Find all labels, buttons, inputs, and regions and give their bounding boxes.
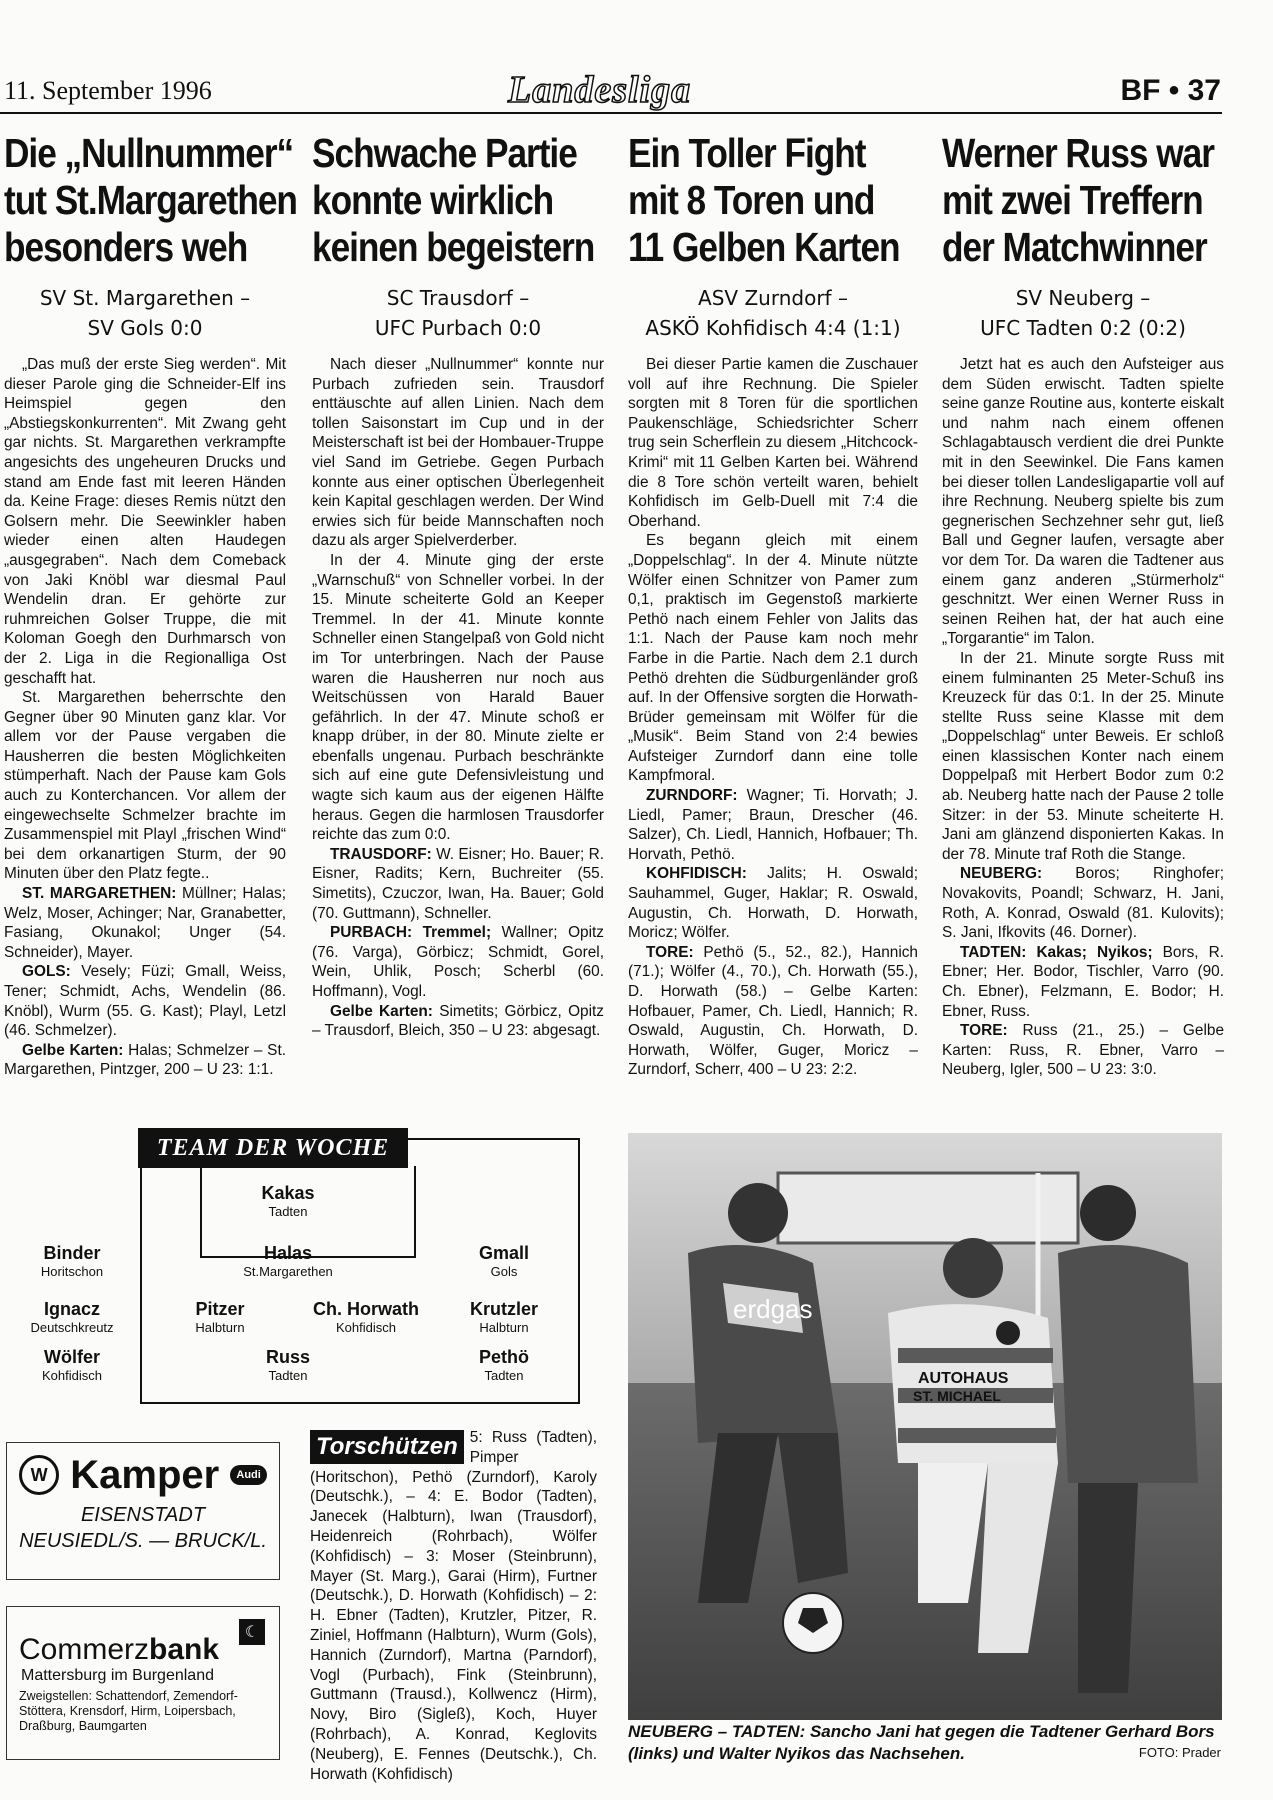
shirt-text-2: AUTOHAUS xyxy=(918,1370,1009,1387)
article-column xyxy=(628,130,918,1080)
kamper-city: EISENSTADT xyxy=(80,1503,206,1526)
match-result: SV Neuberg – UFC Tadten 0:2 (0:2) xyxy=(980,286,1186,340)
article-body xyxy=(4,355,286,1080)
team-player-club: Halbturn xyxy=(479,1320,529,1335)
header-divider xyxy=(0,112,1222,114)
commerzbank-name-a: Commerz xyxy=(19,1633,150,1666)
article-body xyxy=(312,355,604,1041)
team-player xyxy=(424,1242,584,1280)
lineup-line: ZURNDORF: Wagner; Ti. Horvath; J. Liedl, Pamer; Braun, Drescher (46. Salzer), Ch. Liedl, Hannich, Hofbauer; Th. Horvath, Pethö. xyxy=(628,787,918,863)
team-player-name: Wölfer xyxy=(44,1347,100,1367)
article-body xyxy=(942,355,1224,1080)
commerzbank-location: Mattersburg im Burgenland xyxy=(21,1667,214,1684)
article-paragraph: In der 21. Minute sorgte Russ mit einem fulminanten 25 Meter-Schuß ins Kreuzeck für das 0:1. In der 25. Minute stellte Russ seine Klasse mit dem „Doppelschlag“ unter Beweis. Er schloß einen klassischen Konter nach einem Doppelpaß mit Herbert Bodor zum 0:2 ab. Neuberg hatte nach der Pause 2 tolle Sitzer: in der 53. Minute scheiterte H. Jani am glänzend disponierten Kakas. In der 78. Minute traf Roth die Stange. xyxy=(942,649,1224,863)
team-player xyxy=(140,1298,300,1336)
article-paragraph: Nach dieser „Nullnummer“ konnte nur Purbach zufrieden sein. Trausdorf enttäuschte auf allen Linien. Nach dem tollen Saisonstart im Cup und in der Meisterschaft ist bei der Hombauer-Truppe viel Sand im Getriebe. Gegen Purbach konnte aus einer optischen Überlegenheit kein Kapital geschlagen werden. Der Wind erwies sich für beide Mannschaften noch dazu als arger Spielverderber. xyxy=(312,356,604,550)
article-paragraph: „Das muß der erste Sieg werden“. Mit dieser Parole ging die Schneider-Elf ins Heimspiel gegen den „Abstiegskonkurrenten“. Mit Zwang geht gar nichts. St. Margarethen verkrampfte angesichts des ungeheuren Drucks und stand am Ende fast mit leeren Händen da. Keine Frage: dieses Remis nützt den Golsern mehr. Die Seewinkler haben wieder einen alten Haudegen „ausgegraben“. Nach dem Comeback von Jaki Knöbl war diesmal Paul Wendelin dran. Er gehörte zur ruhmreichen Golser Truppe, die mit Koloman Goegh den Durhmarsch von der 2. Liga in die Regionalliga Ost geschafft hat. xyxy=(4,356,286,687)
lineup-line: Gelbe Karten: Simetits; Görbicz, Opitz – Trausdorf, Bleich, 350 – U 23: abgesagt. xyxy=(312,1002,605,1040)
team-player-name: Russ xyxy=(265,1347,310,1367)
issue-date: 11. September 1996 xyxy=(4,76,212,105)
team-player-name: Ch. Horwath xyxy=(313,1299,419,1319)
article-headline: Die „Nullnummer“ tut St.Margarethen besonders weh xyxy=(4,130,297,270)
team-player-club: Tadten xyxy=(484,1368,524,1383)
lineup-line: TORE: Pethö (5., 52., 82.), Hannich (71.); Wölfer (4., 70.), Ch. Horwath (55.), D. Horwath (58.) – Gelbe Karten: Hofbauer, Pamer, Ch. Liedl, Hannich; R. Oswald, Augustin, Ch. Horwath, D. Horwath, Wölfer, Guger, Moricz – Zurndorf, Scherr, 400 – U 23: 2:2. xyxy=(628,943,918,1079)
team-player-club: Deutschkreutz xyxy=(30,1320,114,1335)
commerzbank-name-b: bank xyxy=(149,1633,220,1666)
team-player xyxy=(208,1242,368,1280)
article-paragraph: St. Margarethen beherrschte den Gegner über 90 Minuten ganz klar. Vor allem vor der Pause vergaben die Hausherren die besten Möglichkeiten stümperhaft. Nach der Pause kam Gols auch zu Konterchancen. Vor allem der eingewechselte Schmelzer brachte im Zusammenspiel mit Playl „frischen Wind“ bei dem orkanartigen Sturm, der 90 Minuten über den Platz fegte.. xyxy=(4,689,286,883)
lineup-line: GOLS: Vesely; Füzi; Gmall, Weiss, Tener; Schmidt, Achs, Wendelin (86. Knöbl), Wurm (55. G. Kast); Playl, Letzl (46. Schmelzer). xyxy=(4,963,286,1040)
article-paragraph: Jetzt hat es auch den Aufsteiger aus dem Süden erwischt. Tadten spielte seine ganze Routine aus, konterte eiskalt und nahm nach einem offenen Schlagabtausch verdient die drei Punkte mit in den Seewinkel. Die Fans kamen bei dieser tollen Landesligapartie voll auf ihre Rechnung. Neuberg spielte bis zum gegnerischen Sechzehner sehr gut, ließ Ball und Gegner laufen, versagte aber vor dem Tor. Da waren die Tadtener aus einem ganz anderen „Stürmerholz“ geschnitzt. Wer einen Werner Russ in seinen Reihen hat, der hat auch eine „Torgarantie“ im Talon. xyxy=(942,356,1224,648)
team-player xyxy=(208,1182,368,1220)
team-player xyxy=(0,1298,152,1336)
team-player-name: Gmall xyxy=(478,1243,530,1263)
match-photo xyxy=(628,1133,1222,1720)
section-logo: Landesliga xyxy=(508,69,692,111)
kamper-name: Kamper xyxy=(70,1452,220,1497)
team-player xyxy=(208,1346,368,1384)
commerzbank-logo-icon: ☾ xyxy=(239,1619,265,1645)
vw-logo-icon: W xyxy=(19,1455,59,1495)
shirt-text-3: ST. MICHAEL xyxy=(913,1388,1001,1404)
team-player-name: Halas xyxy=(263,1243,313,1263)
match-result: SC Trausdorf – UFC Purbach 0:0 xyxy=(374,286,542,340)
lineup-line: TORE: Russ (21., 25.) – Gelbe Karten: Russ, R. Ebner, Varro – Neuberg, Igler, 500 – U 23: 3:0. xyxy=(942,1022,1224,1079)
audi-badge: Audi xyxy=(230,1465,266,1485)
team-player-club: Horitschon xyxy=(40,1264,104,1279)
commerzbank-branches: Zweigstellen: Schattendorf, Zemendorf-Stöttera, Krensdorf, Hirm, Loipersbach, Draßburg, Baumgarten xyxy=(19,1689,238,1733)
page-number: BF • 37 xyxy=(1120,74,1221,107)
team-player xyxy=(424,1346,584,1384)
top-scorers-title: Torschützen xyxy=(310,1430,464,1464)
team-of-week-title: TEAM DER WOCHE xyxy=(138,1128,408,1168)
kamper-ad xyxy=(6,1442,280,1580)
commerzbank-ad xyxy=(6,1606,280,1760)
team-player-name: Binder xyxy=(43,1243,101,1263)
lineup-line: TADTEN: Kakas; Nyikos; Bors, R. Ebner; Her. Bodor, Tischler, Varro (90. Ch. Ebner), Felzmann, E. Bodor; H. Ebner, Russ. xyxy=(942,943,1224,1020)
article-headline: Ein Toller Fight mit 8 Toren und 11 Gelben Karten xyxy=(628,130,900,270)
team-player-club: Gols xyxy=(490,1264,518,1279)
team-player-club: Tadten xyxy=(268,1368,308,1383)
article-paragraph: Bei dieser Partie kamen die Zuschauer voll auf ihre Rechnung. Die Spieler sorgten mit 8 Toren für die sportlichen Paukenschläge, Schiedsrichter Scherr trug sein Scherflein zu diesem „Hitchcock-Krimi“ mit 11 Gelben Karten bei. Während die 8 Tore schön verteilt waren, behielt Kohfidisch im Gelb-Duell mit 7:4 die Oberhand. xyxy=(628,356,918,530)
match-result: ASV Zurndorf – ASKÖ Kohfidisch 4:4 (1:1) xyxy=(645,286,901,340)
team-player-club: Kohfidisch xyxy=(42,1368,102,1383)
top-scorers xyxy=(310,1428,597,1784)
team-player-club: Halbturn xyxy=(195,1320,245,1335)
lineup-line: NEUBERG: Boros; Ringhofer; Novakovits, Poandl; Schwarz, H. Jani, Roth, A. Konrad, Oswald (81. Kulovits); S. Jani, Ifkovits (46. Dorner). xyxy=(942,865,1224,942)
article-column xyxy=(312,130,604,1041)
lineup-line: ST. MARGARETHEN: Müllner; Halas; Welz, Moser, Achinger; Nar, Granabetter, Fasiang, Okunakol; Unger (54. Schneider), Mayer. xyxy=(4,885,286,961)
lineup-line: TRAUSDORF: W. Eisner; Ho. Bauer; R. Eisner, Radits; Kern, Buchreiter (55. Simetits), Czuczor, Iwan, Ha. Bauer; Gold (70. Guttmann), Schneller. xyxy=(312,845,604,922)
team-player xyxy=(0,1346,152,1384)
kamper-branches: NEUSIEDL/S. — BRUCK/L. xyxy=(19,1529,267,1552)
team-player-name: Pethö xyxy=(478,1347,529,1367)
lineup-line: Gelbe Karten: Halas; Schmelzer – St. Margarethen, Pintzger, 200 – U 23: 1:1. xyxy=(4,1041,286,1079)
article-column xyxy=(4,130,297,1080)
team-player-name: Pitzer xyxy=(195,1299,245,1319)
photo-credit: FOTO: Prader xyxy=(1138,1745,1221,1760)
team-player-club: Tadten xyxy=(268,1204,308,1219)
team-player xyxy=(286,1298,446,1336)
team-player-name: Ignacz xyxy=(43,1299,100,1319)
article-paragraph: In der 4. Minute ging der erste „Warnschuß“ von Schneller vorbei. In der 15. Minute scheiterte Gold an Keeper Tremmel. In der 41. Minute konnte Schneller einen Stangelpaß von Gold nicht im Tor unterbringen. Nach der Pause waren die Hausherren nur noch aus Weitschüssen von Harald Bauer gefährlich. In der 47. Minute schoß er knapp drüber, in der 80. Minute zielte er ebenfalls ungenau. Purbach beschränkte sich auf eine gute Defensivleistung und wagte sich kaum aus der eigenen Hälfte heraus. Gegen die harmlosen Trausdorfer reichte das zum 0:0. xyxy=(312,551,604,844)
top-scorers-text: 5: Russ (Tadten), Pimper (Horitschon), Pethö (Zurndorf), Karoly (Deutschk.), – 4: E. Bodor (Tadten), Janecek (Halbturn), Iwan (Trausdorf), Heidenreich (Rohrbach), Wölfer (Kohfidisch) – 3: Moser (Steinbrunn), Mayer (St. Marg.), Garai (Hirm), Furtner (Deutschk.), D. Horwath (Kohfidisch) – 2: H. Ebner (Tadten), Krutzler, Pitzer, R. Ziniel, Hoffmann (Halbturn), Wurm (Gols), Hannich (Zurndorf), Martna (Parndorf), Vogl (Purbach), Fink (Steinbrunn), Guttmann (Trausd.), Kollwencz (Hirm), Novy, Biro (Sigleß), Koch, Huyer (Rohrbach), A. Konrad, Keglovits (Neuberg), E. Fennes (Deutschk.), Ch. Horwath (Kohfidisch) xyxy=(310,1429,597,1783)
article-headline: Werner Russ war mit zwei Treffern der Matchwinner xyxy=(942,130,1214,270)
lineup-line: PURBACH: Tremmel; Wallner; Opitz (76. Varga), Görbicz; Schmidt, Gorel, Wein, Uhlik, Posch; Scherbl (60. Hoffmann), Vogl. xyxy=(312,924,604,1000)
team-player xyxy=(424,1298,584,1336)
article-column xyxy=(942,130,1224,1080)
shirt-text-1: erdgas xyxy=(733,1294,813,1324)
team-player-name: Krutzler xyxy=(469,1299,538,1319)
team-player-club: Kohfidisch xyxy=(336,1320,396,1335)
team-player-club: St.Margarethen xyxy=(243,1264,333,1279)
match-result: SV St. Margarethen – SV Gols 0:0 xyxy=(39,286,251,340)
article-paragraph: Es begann gleich mit einem „Doppelschlag“. In der 4. Minute nützte Wölfer einen Schnitzer von Pamer zum 0,1, praktisch im Gegenstoß markierte Pethö nach einem Fehler von Jalits das 1:1. Nach der Pause kam noch mehr Farbe in die Partie. Nach dem 2.1 durch Pethö drehten die Südburgenländer groß auf. In der Offensive sorgten die Horwath-Brüder gemeinsam mit Wölfer für die „Musik“. Beim Stand von 2:4 bewies Aufsteiger Zurndorf dann eine tolle Kampfmoral. xyxy=(628,532,918,785)
team-player-name: Kakas xyxy=(261,1183,315,1203)
photo-caption: NEUBERG – TADTEN: Sancho Jani hat gegen die Tadtener Gerhard Bors (links) und Walter Nyikos das Nachsehen. xyxy=(628,1722,1215,1763)
article-body xyxy=(628,355,918,1080)
team-player xyxy=(0,1242,152,1280)
lineup-line: KOHFIDISCH: Jalits; H. Oswald; Sauhammel, Guger, Haklar; R. Oswald, Augustin, Ch. Horwath, D. Horwath, Moricz; Wölfer. xyxy=(628,865,918,942)
article-headline: Schwache Partie konnte wirklich keinen begeistern xyxy=(312,130,595,270)
match-photo-image xyxy=(628,1133,1222,1720)
